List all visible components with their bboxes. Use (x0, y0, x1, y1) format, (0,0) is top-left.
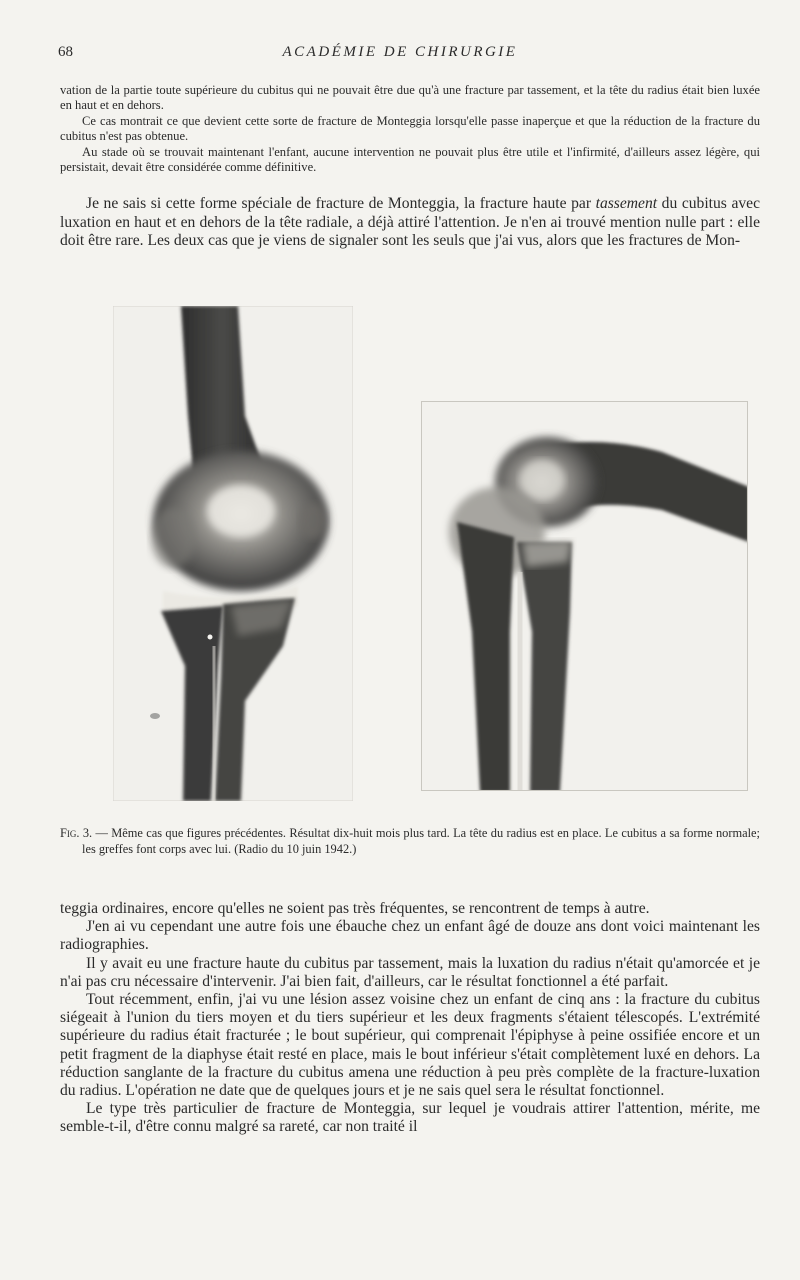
emphasis-term: tassement (595, 195, 658, 212)
radiograph-lateral-image (422, 402, 748, 791)
body-section-2 (60, 900, 760, 1137)
figure-label: Fig. 3. (60, 826, 93, 840)
body-paragraph: Tout récemment, enfin, j'ai vu une lésion assez voisine chez un enfant de cinq ans : la fracture du cubitus siégeait à l'union du tiers moyen et du tiers supérieur et les deux fragments s'étaient télescopés. L'extrémité supérieure du radius était fracturée ; le bout supérieur, qui comprenait l'épiphyse à peine ossifiée encore et un petit fragment de la diaphyse était resté en place, mais le bout inférieur s'était complètement luxé en dehors. La réduction sanglante de la fracture du cubitus amena une réduction à peu près complète de la fracture-luxation du radius. L'opération ne date que de quelques jours et je ne sais quel sera le résultat fonctionnel. (60, 991, 760, 1100)
body-paragraph: J'en ai vu cependant une autre fois une ébauche chez un enfant âgé de douze ans dont voici maintenant les radiographies. (60, 918, 760, 954)
body-text-after: du cubitus avec luxation en haut et en dehors de la tête radiale, a déjà attiré l'attention. Je n'en ai trouvé mention nulle part : elle doit être rare. Les deux cas que je viens de signaler sont les seuls que j'ai vus, alors que les fractures de Mon- (60, 195, 760, 249)
small-print-section (60, 83, 760, 175)
small-paragraph: Au stade où se trouvait maintenant l'enfant, aucune intervention ne pouvait plus être utile et l'infirmité, d'ailleurs assez légère, qui persistait, devait être considérée comme définitive. (60, 144, 760, 175)
body-paragraph: Le type très particulier de fracture de Monteggia, sur lequel je voudrais attirer l'attention, mérite, me semble-t-il, d'être connu malgré sa rareté, car non traité il (60, 1100, 760, 1136)
figure-caption-text: — Même cas que figures précédentes. Résultat dix-huit mois plus tard. La tête du radius est en place. Le cubitus a sa forme normale; les greffes font corps avec lui. (Radio du 10 juin 1942.) (82, 826, 760, 856)
radiograph-frontal-view (113, 306, 353, 801)
body-paragraph: teggia ordinaires, encore qu'elles ne soient pas très fréquentes, se rencontrent de temps à autre. (60, 900, 650, 917)
page-number: 68 (58, 44, 73, 60)
body-paragraph: Il y avait eu une fracture haute du cubitus par tassement, mais la luxation du radius n'était qu'amorcée et je n'ai pas cru nécessaire d'intervenir. J'ai bien fait, d'ailleurs, car le résultat fonctionnel a été parfait. (60, 954, 760, 990)
body-section-1 (60, 195, 760, 251)
body-paragraph (60, 195, 760, 251)
body-text-before: Je ne sais si cette forme spéciale de fracture de Monteggia, la fracture haute par (86, 195, 596, 212)
small-paragraph: vation de la partie toute supérieure du cubitus qui ne pouvait être due qu'à une fracture par tassement, et la tête du radius était bien luxée en haut et en dehors. (60, 83, 760, 113)
figure-caption (60, 825, 760, 857)
radiograph-frontal-image (113, 306, 353, 801)
small-paragraph: Ce cas montrait ce que devient cette sorte de fracture de Monteggia lorsqu'elle passe inaperçue et que la réduction de la fracture du cubitus n'est pas obtenue. (60, 113, 760, 144)
running-title: ACADÉMIE DE CHIRURGIE (282, 44, 518, 60)
radiograph-lateral-view (421, 401, 748, 791)
